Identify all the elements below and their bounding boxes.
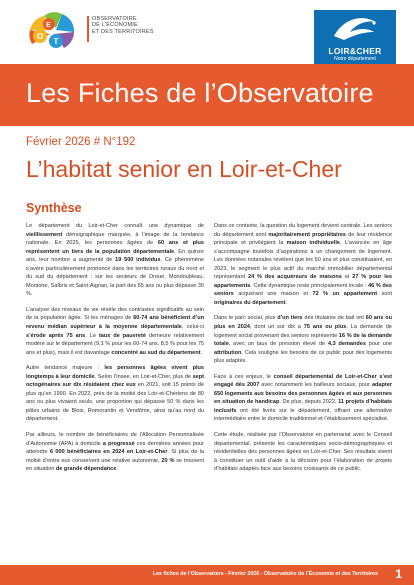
body-text: . L’avancée en âge s’accompagne toutefois d’aspirations à un changement de logement. Les données notariales révèlent que les 60 ans et plus constituaient, en 2023, le segment le plus actif du marché immobilier départemental représentant — [214, 240, 392, 281]
svg-text:E: E — [46, 22, 51, 29]
emphasis-text: 4,3 demandes — [327, 341, 366, 348]
emphasis-text: de grande dépendance — [55, 466, 117, 473]
body-paragraph — [214, 314, 392, 365]
emphasis-text: maison individuelle — [286, 240, 340, 247]
department-tagline: Notre département — [334, 56, 376, 62]
emphasis-text: conseil départemental de Loir-et-Cher s’est engagé dès 2007 — [214, 373, 392, 389]
page-header — [0, 0, 414, 64]
body-text: . — [200, 349, 203, 356]
svg-text:T: T — [53, 37, 59, 46]
body-text: Par ailleurs, le nombre de bénéficiaires de l’Allocation Personnalisée d’Autonomie (APA) à domicile — [26, 432, 204, 447]
emphasis-text: 60 ans et plus représentent un tiers de la population départementale — [26, 240, 204, 255]
body-text: . De plus, depuis 2022, — [279, 399, 339, 406]
page-title: L’habitat senior en Loir-et-Cher — [26, 156, 342, 182]
body-text: et — [341, 274, 353, 281]
body-text: Dans le parc social, plus — [214, 315, 278, 322]
department-name: LOIR&CHER — [328, 46, 382, 56]
emphasis-text: sept octogénaires sur dix résidaient chez eux — [26, 373, 204, 389]
svg-text:O: O — [37, 32, 44, 41]
emphasis-text: 19 500 individus — [115, 257, 161, 264]
emphasis-text: attribution — [214, 349, 242, 356]
body-text: , dont un sur dix a — [250, 324, 304, 331]
body-text: Cette étude, réalisée par l’Observatoire en partenariat avec le Conseil départemental, présente les caractéristiques socio-démographiques et résidentielles des personnes âgées en Loir-et-Cher. Ses résultats visent à constituer un outil d’aide à la décision pour l’élaboration de projets d’habitats adaptés face aux besoins croissants de ce public. — [214, 432, 392, 473]
issue-number: Février 2026 # N°192 — [26, 136, 136, 148]
emphasis-text: a progressé — [102, 440, 135, 447]
emphasis-text: majoritairement propriétaires — [268, 231, 347, 238]
observatory-line: DE L'ÉCONOMIE — [92, 22, 138, 29]
body-paragraph — [26, 222, 204, 299]
section-heading: Synthèse — [26, 201, 82, 215]
page-number: 1 — [395, 567, 402, 581]
observatory-divider — [87, 16, 89, 42]
body-text: ces dernières années pour atteindre — [26, 440, 204, 456]
left-column — [26, 222, 204, 481]
emphasis-text: d’un tiers — [277, 315, 303, 322]
emphasis-text: s’érode après 75 ans — [26, 332, 86, 339]
emphasis-text: 11 projets d’habitats inclusifs — [214, 399, 393, 414]
body-text: . — [116, 466, 118, 473]
series-title: Les Fiches de l’Observatoire — [26, 78, 374, 108]
emphasis-text: concentré au sud du département — [111, 349, 201, 356]
body-text: en 2021, soit 15 points de plus qu’en 1990. En 2022, près de la moitié des Loir-et-Chériens de 80 ans ou plus vivaient seuls, une proportion qui dépasse 50 % dans les pôles urbains de Blois, Romorantin et Vendôme, ainsi qu’au nord du département. — [26, 382, 204, 423]
body-text: demeure relativement modéré sur le département (9,1 % pour les 60-74 ans, 8,5 % pour les 75 ans et plus), mais il est davantage — [26, 332, 205, 356]
bird-logo-icon — [314, 10, 396, 46]
body-text: . La demande de logement social provenant des seniors représente — [214, 324, 392, 339]
emphasis-text: 20 % — [161, 457, 175, 464]
body-text: Autre tendance majeure : — [26, 365, 105, 372]
body-text: , celui-ci — [181, 324, 204, 331]
body-text: . Cela souligne les besoins de ce public pour des logements plus adaptés. — [214, 349, 392, 365]
body-text: , avec un taux de pression élevé de — [228, 341, 328, 348]
body-paragraph — [26, 306, 204, 357]
body-paragraph — [214, 431, 392, 474]
body-text: avec notamment les bailleurs sociaux, pour — [259, 382, 372, 389]
body-text: de leur résidence principale et privilégient la — [214, 231, 392, 247]
body-text: . Le — [85, 332, 99, 339]
emphasis-text: 16 % de la demande totale — [214, 332, 392, 348]
body-text: Face à ces enjeux, le — [214, 373, 274, 380]
department-logo — [314, 10, 396, 64]
body-text: se trouvent en situation — [26, 457, 205, 473]
emphasis-text: 60-74 ans bénéficient d’un revenu médian supérieur à la moyenne départementale — [26, 315, 204, 331]
emphasis-text: 27 % pour les appartements — [214, 274, 393, 289]
emphasis-text: 75 ans ou plus — [303, 324, 347, 331]
body-text: . — [285, 299, 288, 306]
emphasis-text: 60 ans ou plus en 2024 — [214, 315, 392, 331]
observatory-line: ET DES TERRITOIRES — [92, 28, 154, 35]
emphasis-text: 6 000 bénéficiaires en 2024 en Loir-et-Cher — [49, 449, 168, 456]
body-paragraph — [214, 373, 392, 424]
footer-text: Les fiches de l’Observatoire - Février 2026 - Observatoire de l’Économie et des Territoires — [152, 571, 378, 577]
body-paragraph — [26, 364, 204, 424]
series-banner — [0, 64, 414, 126]
body-text: . Selon l’Insee, en Loir-et-Cher, plus de — [94, 373, 193, 380]
emphasis-text: 24 % des acquéreurs de maisons — [248, 274, 342, 281]
emphasis-text: taux de pauvreté — [98, 332, 146, 339]
body-text: démographique marquée, à l’image de la tendance nationale. En 2025, les personnes âgées de — [26, 231, 204, 247]
oet-logo-icon — [22, 10, 84, 54]
body-text: . Si plus de la moitié d’entre eux conservent une relative autonomie, — [26, 449, 204, 464]
emphasis-text: 46 % des seniors — [214, 282, 392, 298]
body-text: . Ce phénomène s’avère particulièrement prononcé dans les territoires ruraux du nord et du sud du département : sur les secteurs de Droué, Mondoubleau, Montoire, Salbris et Saint-Aignan, la part des 65 ans ou plus dépasse 30 %. — [26, 257, 205, 298]
emphasis-text: adapter 650 logements aux besoins des personnes âgées et aux personnes en situation de handicap — [214, 382, 392, 406]
right-column — [214, 222, 392, 481]
observatory-name — [92, 16, 202, 35]
body-text: L’analyse des niveaux de vie révèle des contrastes significatifs au sein de la population âgée. Si les ménages de — [26, 306, 204, 322]
body-text: Le département du Loir-et-Cher connaît une dynamique de — [26, 223, 204, 229]
body-text: Dans ce contexte, la question du logement devient centrale. Les seniors du département sont — [214, 223, 392, 238]
body-text: des titulaires de bail ont — [302, 315, 366, 322]
body-paragraph — [214, 222, 392, 307]
body-text: . En quinze ans, leur nombre a augmenté de — [26, 248, 204, 264]
emphasis-text: originaires du département — [214, 299, 286, 306]
body-text: sont — [377, 291, 392, 298]
body-paragraph — [26, 431, 204, 474]
emphasis-text: vieillissement — [26, 231, 63, 238]
body-text: . Cette dynamique reste principalement locale : — [250, 282, 369, 289]
page-footer — [0, 565, 414, 585]
body-text: pour une — [365, 341, 392, 348]
observatory-line: OBSERVATOIRE — [92, 16, 137, 22]
body-text: acquérant une maison et — [233, 291, 313, 298]
emphasis-text: les personnes âgées vivent plus longtemps à leur domicile — [26, 365, 205, 380]
body-text: ont été livrés sur le département, offrant une alternative intermédiaire entre le domicile traditionnel et l’établissement spécialisé. — [214, 407, 392, 423]
emphasis-text: 72 % un appartement — [312, 291, 378, 298]
